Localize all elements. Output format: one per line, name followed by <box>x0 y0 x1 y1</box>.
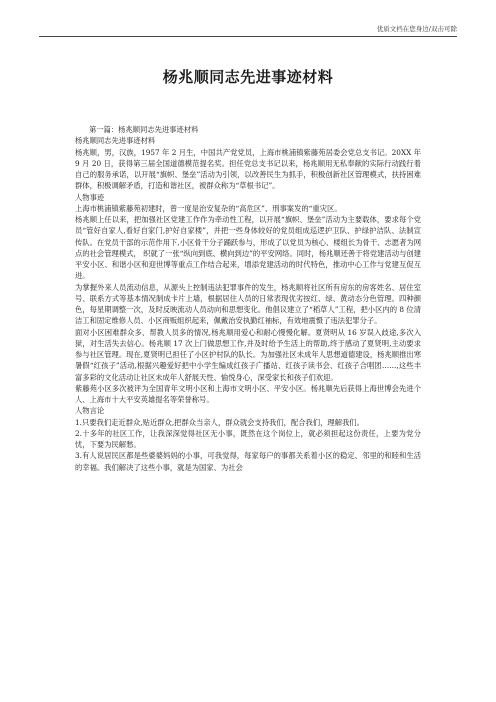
paragraph: 上海市桃浦镇紫藤苑初建时，曾一度是治安复杂的“高危区”、刑事案发的“重灾区。 <box>75 203 342 213</box>
paragraph: 杨兆顺，男，汉族，1957 年 2 月生，中国共产党党员，上海市桃浦镇紫藤苑居委会党总支书记。20XX 年 9 月 20 日，获得第三届全国道德模范提名奖。担任党总支书记以来，杨兆顺用无私奉献的实际行动践行着自己的服务承诺，以开展“旗帜、堡垒”活动为引领，以改善民生为抓手，积极创新社区管理模式，扶持困难群体，积极调解矛盾，打造和谐社区，被群众称为“草根书记”。 <box>75 147 421 191</box>
paragraph: 面对小区困难群众多、帮教人员多的情况,杨兆顺用爱心和耐心慢慢化解。夏贤明从 16 岁误入歧途,多次入狱，对生活失去信心。杨兆顺 17 次上门做思想工作,并及时给予生活上的帮助,终于感动了夏贤明,主动要求参与社区管理。现在,夏贤明已担任了小区护村队的队长。为加强社区未成年人思想道德建设，杨兆顺推出寒暑假“红孩子”活动,根据兴趣爱好把中小学生编成红孩子广播站、红孩子读书会、红孩子合唱团……,这些丰富多彩的文化活动让社区未成年人舒展天性、愉悦身心，深受家长和孩子们欢迎。 <box>75 327 421 382</box>
paragraph: 第一篇：杨兆顺同志先进事迹材料 <box>89 125 199 134</box>
paragraph: 杨兆顺同志先进事迹材料 <box>75 136 156 146</box>
paragraph: 为掌握外来人员流动信息，从源头上控制违法犯罪事件的发生，杨兆顺将社区所有房东的房客姓名、居住室号、联系方式等基本情况制成卡片上墙，根据居住人员的日常表现优劣按红、绿、黄动态分色管理。四种颜色，每星期调整一次，及时反映流动人员动向和思想变化。他倡议建立了“稻草人”工程，把小区内的 8 位清洁工和固定维修人员、小区商贩组织起来，佩戴治安执勤红袖标，有效地震慑了违法犯罪分子。 <box>75 282 421 326</box>
document-body <box>75 124 421 473</box>
quote-item: 3.有人说居民区都是些婆婆妈妈的小事，可我觉得，每家每户的事都关系着小区的稳定、邻里的和睦和生活的幸福。我们解决了这些小事，就是为国家、为社会 <box>75 451 421 472</box>
paragraph: 杨兆顺上任以来，把加强社区党建工作作为牵动性工程，以开展“旗帜、堡垒”活动为主要载体，要求每个党员“管好自家人,看好自家门,护好自家楼”，并把一些身体较好的党员组成巡逻护卫队、护绿护洁队、法制宣传队。在党员干部的示范作用下,小区骨干分子踊跃参与，形成了以党员为核心、楼组长为骨干、志愿者为网点的社会管理模式， 织就了一张“纵向到底、横向到边”的平安网络。同时，杨兆顺还善于将党建活动与创建平安小区、和谐小区和迎世博等重点工作结合起来，增添党建活动的时代特色，推动中心工作与党建互促互进。 <box>75 215 421 281</box>
section-heading: 人物言论 <box>75 406 105 416</box>
quote-item: 1.只要我们走近群众,贴近群众,把群众当亲人，群众就会支持我们，配合我们，理解我们。 <box>75 417 364 427</box>
quote-item: 2.十多年的社区工作，让我深深觉得社区无小事，既然在这个岗位上，就必须担起这份责任，上要为党分忧，下要为民解愁。 <box>75 428 421 449</box>
document-title: 杨兆顺同志先进事迹材料 <box>162 68 334 86</box>
section-heading: 人物事迹 <box>75 192 105 202</box>
paragraph: 紫藤苑小区多次被评为全国青年文明小区和上海市文明小区、平安小区。杨兆顺先后获得上海世博会先进个人、上海市十大平安英雄提名等荣誉称号。 <box>75 383 421 404</box>
page-header-note: 优质文档在您身边/双击可除 <box>39 24 457 37</box>
